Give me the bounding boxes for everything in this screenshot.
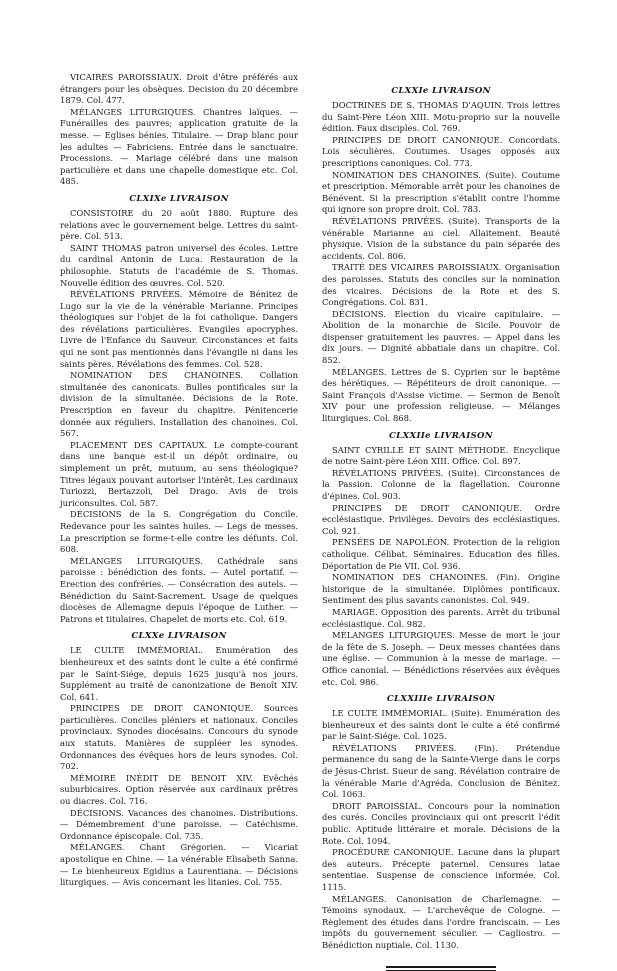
entry: DÉCISIONS de la S. Congrégation du Concile. Redevance pour les saintes huiles. — Legs de messes. La prescription se forme-t-elle contre les défunts. Col. 608. <box>60 509 298 555</box>
entry: PRINCIPES DE DROIT CANONIQUE. Sources particulières. Conciles pléniers et nationaux. Conciles provinciaux. Synodes diocésains. Concours du synode aux statuts. Manières de suppléer les synodes. Ordonnances des évêques hors de leurs synodes. Col. 702. <box>60 703 298 772</box>
entry: DROIT PAROISSIAL. Concours pour la nomination des curés. Conciles provinciaux qui ont prescrit l'édit public. Aptitude littéraire et morale. Décisions de la Rote. Col. 1094. <box>322 800 560 846</box>
entry: PENSÉES DE NAPOLÉON. Protection de la religion catholique. Célibat. Séminaires. Education des filles. Déportation de Pie VII. Col. 936. <box>322 537 560 571</box>
entry: NOMINATION DES CHANOINES. (Suite). Coutume et prescription. Mémorable arrêt pour les chanoines de Bénévent. Si la prescription s'établit contre l'homme qui ignore son propre droit. Col. 783. <box>322 169 560 215</box>
heading-clxxi: CLXXIe LIVRAISON <box>391 86 491 96</box>
entry-melanges: MÉLANGES LITURGIQUES. Chantres laïques. — Funérailles des pauvres; application gratuite de la messe. — Eglises bénies. Titulaire. — Drap blanc pour les adultes — Fabriciens. Entrée dans le sanctuaire. Processions. — Mariage célébré dans une maison particulière et dans une chapelle domestique etc. Col. 485. <box>60 106 298 187</box>
entry: TRAITÉ DES VICAIRES PAROISSIAUX. Organisation des paroisses. Statuts des conciles sur la nomination des vicaires. Décisions de la Rote et des S. Congrégations. Col. 831. <box>322 262 560 308</box>
heading-clxxii: CLXXIIe LIVRAISON <box>389 430 493 441</box>
entry: DOCTRINES DE S. THOMAS D'AQUIN. Trois lettres du Saint-Père Léon XIII. Motu-proprio sur la nouvelle édition. Faux disciples. Col. 769. <box>322 100 560 134</box>
entry: RÉVÉLATIONS PRIVÉES. (Fin). Prétendue permanence du sang de la Sainte-Vierge dans le corps de Jésus-Christ. Sueur de sang. Révélation contraire de la vénérable Marie d'Agréda. Conclusion de Bénitez. Col. 1063. <box>322 742 560 800</box>
entry-vicaires: VICAIRES PAROISSIAUX. Droit d'être préférés aux étrangers pour les obsèques. Decision du 20 décembre 1879. Col. 477. <box>60 72 298 106</box>
entry: MÉLANGES. Canonisation de Charlemagne. — Témoins synodaux. — L'archevêque de Cologne. — Règlement des études dans l'ordre franciscain. — Les impôts du gouvernement séculier. — Cagliostro. — Bénédiction nuptiale. Col. 1130. <box>322 893 560 950</box>
left-column <box>60 72 298 889</box>
entry: SAINT CYRILLE ET SAINT MÉTHODE. Encyclique de notre Saint-père Léon XIII. Office. Col. 897. <box>322 444 560 467</box>
entry: MARIAGE. Opposition des parents. Arrêt du tribunal ecclésiastique. Col. 982. <box>322 606 560 629</box>
heading-clxx: CLXXe LIVRAISON <box>131 631 227 642</box>
heading-clxix: CLXIXe LIVRAISON <box>129 193 229 204</box>
entry: PRINCIPES DE DROIT CANONIQUE. Concordats. Lois séculières. Coutumes. Usages opposés aux prescriptions canoniques. Col. 773. <box>322 134 560 168</box>
entry: NOMINATION DES CHANOINES. Collation simultanée des canonicats. Bulles pontificales sur la division de la simultanée. Décisions de la Rote. Prescription en faveur du chapitre. Pénitencerie donnée aux réguliers. Installation des chanoines. Col. 567. <box>60 370 298 439</box>
heading-clxxiii: CLXXIIIe LIVRAISON <box>386 694 496 705</box>
entry: MÉLANGES LITURGIQUES. Messe de mort le jour de la fête de S. Joseph. — Deux messes chantées dans une église. — Communion à la messe de mariage. — Office canonial. — Bénédictions réservées aux évêques etc. Col. 986. <box>322 630 560 687</box>
entry: RÉVÉLATIONS PRIVÉES. Mémoire de Bénitez de Lugo sur la vie de la vénérable Marianne. Principes théologiques sur l'objet de la foi catholique. Dangers des révélations particulières. Evangiles apocryphes. Livre de l'Enfance du Sauveur. Circonstances et faits qui ne sont pas mentionnés dans l'évangile ni dans les saints pères. Révélations des femmes. Col. 528. <box>60 289 298 369</box>
entry: DÉCISIONS. Vacances des chanoines. Distributions. — Démembrement d'une paroisse. — Catéchisme. Ordonnance épiscopale. Col. 735. <box>60 807 298 841</box>
entry: NOMINATION DES CHANOINES. (Fin). Origine historique de la simultanée. Diplômes pontificaux. Sentiment des plus savants canonistes. Col. 949. <box>322 572 560 606</box>
entry: MÉLANGES. Chant Grégorien. — Vicariat apostolique en Chine. — La vénérable Elisabeth Sanna. — Le bienheureux Egidius a Laurentiana. — Décisions liturgiques. — Avis concernant les litanies. Col. 755. <box>60 842 298 888</box>
end-rule <box>386 966 496 968</box>
entry: SAINT THOMAS patron universel des écoles. Lettre du cardinal Antonin de Luca. Restauration de la philosophie. Statuts de l'académie de S. Thomas. Nouvelle édition des œuvres. Col. 520. <box>60 242 298 288</box>
entry: CONSISTOIRE du 20 août 1880. Rupture des relations avec le gouvernement belge. Lettres du saint-père. Col. 513. <box>60 207 298 242</box>
end-rule-thin <box>386 970 496 971</box>
entry: RÉVÉLATIONS PRIVÉES. (Suite). Circonstances de la Passion. Colonne de la flagellation. Couronne d'épines. Col. 903. <box>322 467 560 501</box>
entry: PROCÉDURE CANONIQUE. Lacune dans la plupart des auteurs. Précepte paternel. Censures latae sententiae. Suspense de conscience informée. Col. 1115. <box>322 847 560 892</box>
entry: RÉVÉLATIONS PRIVÉES. (Suite). Transports de la vénérable Marianne au ciel. Allaitement. Beauté physique. Vision de la substance du pain séparée des accidents. Col. 806. <box>322 215 560 261</box>
entry: LE CULTE IMMÉMORIAL. Enumération des bienheureux et des saints dont le culte a été confirmé par le Saint-Siége, depuis 1625 jusqu'à nos jours. Supplément au traité de canonizatione de Benoît XIV. Col. 641. <box>60 645 298 702</box>
entry: MÉMOIRE INÉDIT DE BENOIT XIV. Evêchés suburbicaires. Option réservée aux cardinaux prêtres ou diacres. Col. 716. <box>60 772 298 807</box>
entry: DÉCISIONS. Election du vicaire capitulaire. — Abolition de la monarchie de Sicile. Pouvoir de dispenser gratuitement les pauvres. — Appel dans les dix jours. — Dignité abbatiale dans un chapitre. Col. 852. <box>322 308 560 366</box>
page <box>60 72 560 950</box>
entry: PRINCIPES DE DROIT CANONIQUE. Ordre ecclésiastique. Privilèges. Devoirs des ecclésiastiques. Col. 921. <box>322 502 560 536</box>
entry: PLACEMENT DES CAPITAUX. Le compte-courant dans une banque est-il un dépôt ordinaire, ou simplement un prêt, mutuum, au sens théologique? Titres légaux pouvant autoriser l'intérêt. Les cardinaux Turiozzi, Bertazzoli, Del Drago. Avis de trois juriconsultes. Col. 587. <box>60 439 298 508</box>
entry: MÉLANGES. Lettres de S. Cyprien sur le baptême des hérétiques. — Répétiteurs de droit canonique. — Saint François d'Assise victime. — Sermon de Benoît XIV pour une profession religieuse. — Mélanges liturgiques. Col. 868. <box>322 366 560 424</box>
entry: MÉLANGES LITURGIQUES. Cathédrale sans paroisse : bénédiction des fonts. — Autel portatif. — Erection des confréries. — Consécration des autels. — Bénédiction du Saint-Sacrement. Usage de quelques diocèses de Allemagne depuis l'époque de Luther. — Patrons et titulaires. Chapelet de morts etc. Col. 619. <box>60 555 298 624</box>
right-column <box>322 86 560 971</box>
entry: LE CULTE IMMÉMORIAL. (Suite). Enumération des bienheureux et des saints dont le culte a été confirmé par le Saint-Siége. Col. 1025. <box>322 708 560 742</box>
